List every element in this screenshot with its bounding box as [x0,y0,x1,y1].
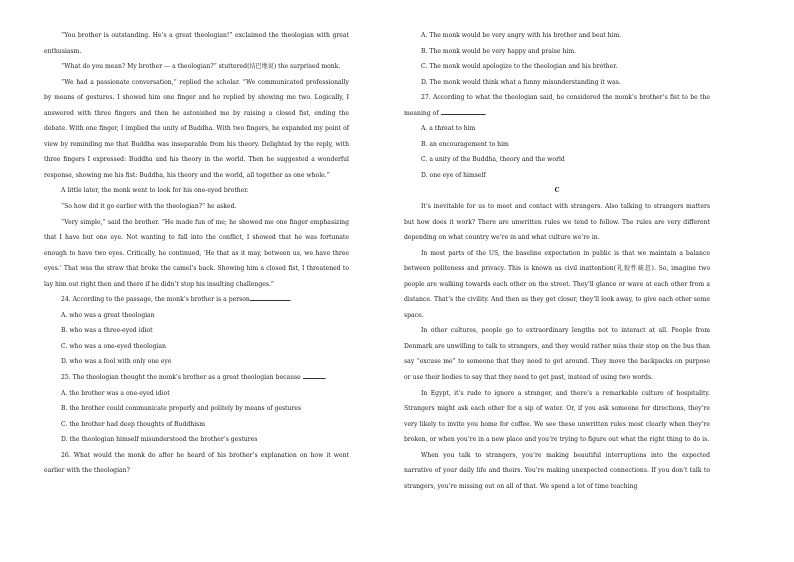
option-25-c: C. the brother had deep thoughts of Buddhism [61,420,206,428]
question-24 [44,292,349,308]
option-27-a: A. a threat to him [421,125,476,133]
option-25-b: B. the brother could communicate properly and politely by means of gestures [61,405,302,413]
answer-blank [441,108,485,115]
answer-blank [250,294,292,304]
question-stem-tail: . [484,109,487,117]
story-paragraph: “We had a passionate conversation,” replied the scholar. “We communicated professionally by means of gestures. I showed him one finger and he replied by showing me two. Logically, I answered with three fingers and then he astonished me by raising a closed fist, ending the debate. With one finger, I implied the unity of Buddha. With two fingers, he expanded my point of view by reminding me that Buddha was inseparable from his theory. Delighted by the reply, with three fingers I expressed: Buddha and his theory in the world. Then he suggested a wonderful response, showing me his fist: Buddha, his theory and the world, all together as one whole.” [44,78,349,179]
passage-paragraph: It’s inevitable for us to meet and contact with strangers. Also talking to strangers matters but how does it work? There are unwritten rules we tend to follow. The rules are very different depending on what country we’re in and what culture we’re in. [404,203,710,242]
question-stem: 24. According to the passage, the monk’s brother is a person [61,296,250,304]
section-heading: C [554,187,560,195]
story-paragraph: “So how did it go earlier with the theologian?” he asked. [61,203,237,211]
option-24-d: D. who was a fool with only one eye [61,358,172,366]
question-stem-tail: . [289,296,292,304]
answer-blank [303,372,327,382]
question-stem: 25. The theologian thought the monk’s brother as a great theologian because [61,374,301,382]
question-27 [404,90,710,121]
story-paragraph: “Very simple,” said the brother. “He made fun of me; he showed me one finger emphasizing that I have but one eye. Not wanting to fall into the conflict, I showed that he was fortunate enough to have two eyes. Critically, he continued, ‘He that as it may, between us, we have three eyes.’ That was the straw that broke the camel’s back. Showing him a closed fist, I threatened to lay him out right then and there if he didn’t stop his insulting challenges.” [44,218,349,288]
option-25-a: A. the brother was a one-eyed idiot [61,389,170,397]
question-stem-tail: . [324,374,327,382]
option-26-d: D. The monk would think what a funny misunderstanding it was. [421,78,621,86]
passage-paragraph: In most parts of the US, the baseline expectation in public is that we maintain a balance between politeness and privacy. This is known as civil inattention(礼貌性疏忽). So, imagine two people are walking towards each other on the street. They’ll glance or wave at each other from a distance. That’s the civility. And then as they get closer, they’ll look away, to give each other some space. [404,249,710,319]
passage-paragraph: In other cultures, people go to extraordinary lengths not to interact at all. People from Denmark are unwilling to talk to strangers, and they would rather miss their stop on the bus than say “excuse me” to someone that they need to get around. They move the backpacks on purpose or use their bodies to say that they need to get past, instead of using two words. [404,327,710,382]
passage-paragraph: In Egypt, it’s rude to ignore a stranger, and there’s a remarkable culture of hospitality. Strangers might ask each other for a sip of water. Or, if you ask someone for directions, they’re very likely to invite you home for coffee. We see these unwritten rules most clearly when they’re broken, or when you’re in a new place and you’re trying to figure out what the right thing to do is. [404,389,710,444]
story-paragraph: “You brother is outstanding. He’s a great theologian!” exclaimed the theologian with great enthusiasm. [44,32,349,55]
option-27-c: C. a unity of the Buddha, theory and the world [421,156,565,164]
option-26-b: B. The monk would be very happy and praise him. [421,47,577,55]
option-25-d: D. the theologian himself misunderstood the brother’s gestures [61,436,258,444]
option-26-c: C. The monk would apologize to the theologian and his brother. [421,63,618,71]
passage-paragraph: When you talk to strangers, you’re making beautiful interruptions into the expected narrative of your daily life and theirs. You’re making unexpected connections. If you don’t talk to strangers, you’re missing out on all of that. We spend a lot of time teaching [404,451,710,490]
question-stem: 27. According to what the theologian said, he considered the monk’s brother’s fist to be the meaning of [404,94,710,117]
option-27-b: B. an encouragement to him [421,140,509,148]
option-24-c: C. who was a one-eyed theologian [61,342,166,350]
option-24-b: B. who was a three-eyed idiot [61,327,153,335]
option-27-d: D. one eye of himself [421,171,486,179]
right-column [404,28,710,494]
story-paragraph: “What do you mean? My brother — a theologian?” stuttered(结巴地说) the surprised monk. [61,63,341,71]
question-25 [44,370,349,386]
story-paragraph: A little later, the monk went to look for his one-eyed brother. [61,187,249,195]
left-column [44,28,349,479]
option-26-a: A. The monk would be very angry with his brother and beat him. [421,32,622,39]
question-26: 26. What would the monk do after he heard of his brother’s explanation on how it went earlier with the theologian? [44,451,349,475]
option-24-a: A. who was a great theologian [61,311,155,319]
